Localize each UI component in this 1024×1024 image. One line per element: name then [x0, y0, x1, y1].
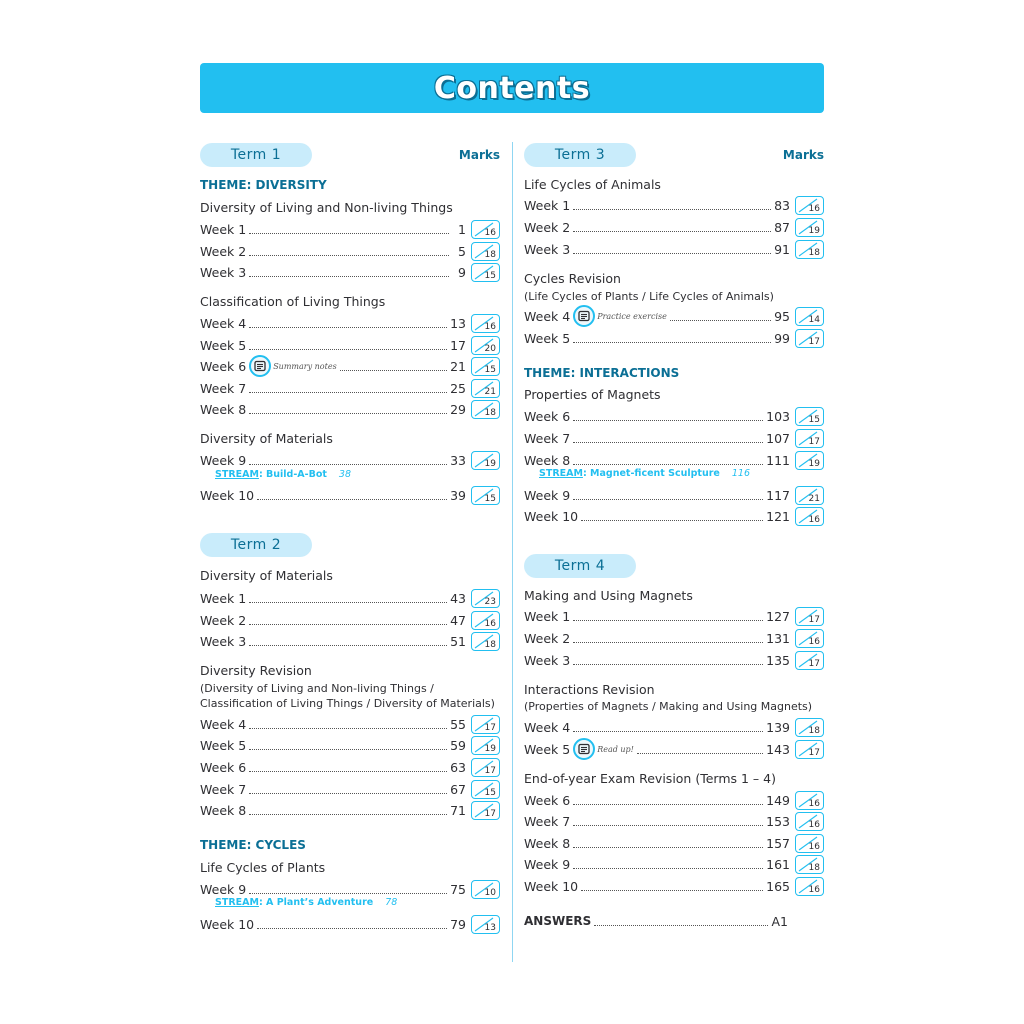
marks-total: 17	[808, 658, 820, 669]
toc-row[interactable]	[524, 217, 824, 237]
stream-page: 116	[731, 468, 750, 479]
marks-box	[795, 791, 824, 810]
leader-dots	[249, 276, 449, 277]
badge-note: Read up!	[597, 744, 634, 754]
section-cycles-revision-sub: (Life Cycles of Plants / Life Cycles of Animals)	[524, 290, 774, 303]
stream-build-a-bot[interactable]	[215, 469, 351, 480]
term-1-label: Term 1	[200, 143, 312, 167]
toc-row[interactable]	[200, 313, 500, 333]
marks-total: 16	[484, 227, 496, 238]
toc-row[interactable]	[200, 262, 500, 282]
page-number: 111	[766, 452, 790, 468]
page-number: 9	[458, 264, 466, 280]
week-label: Week 9	[524, 856, 571, 872]
notes-badge-icon	[573, 738, 595, 760]
page-number: 157	[766, 835, 790, 851]
week-label: Week 3	[524, 652, 571, 668]
page-number: 55	[450, 716, 466, 732]
page-number: 33	[450, 452, 466, 468]
marks-total: 10	[484, 887, 496, 898]
toc-row[interactable]	[200, 219, 500, 239]
section-cycles-revision: Cycles Revision	[524, 271, 621, 286]
marks-box	[795, 486, 824, 505]
section-living-nonliving: Diversity of Living and Non-living Things	[200, 200, 453, 215]
leader-dots	[573, 620, 763, 621]
page-number: 13	[450, 315, 466, 331]
stream-plants-adventure[interactable]	[215, 897, 397, 908]
marks-total: 16	[808, 636, 820, 647]
page-number: 43	[450, 590, 466, 606]
leader-dots	[249, 233, 449, 234]
marks-header: Marks	[458, 148, 500, 162]
leader-dots	[573, 342, 771, 343]
week-label: Week 5	[524, 330, 571, 346]
leader-dots	[249, 392, 447, 393]
section-life-cycles-animals: Life Cycles of Animals	[524, 177, 661, 192]
marks-box	[795, 429, 824, 448]
marks-box	[795, 855, 824, 874]
toc-row[interactable]	[524, 833, 824, 853]
section-end-of-year: End-of-year Exam Revision (Terms 1 – 4)	[524, 771, 776, 786]
leader-dots	[573, 664, 763, 665]
page-number: 95	[774, 308, 790, 324]
marks-box	[795, 507, 824, 526]
answers-label: ANSWERS	[524, 914, 592, 928]
marks-box	[795, 651, 824, 670]
week-label: Week 9	[200, 881, 247, 897]
badge-note: Practice exercise	[597, 311, 667, 321]
leader-dots	[249, 464, 447, 465]
marks-total: 15	[484, 493, 496, 504]
marks-total: 16	[808, 514, 820, 525]
week-label: Week 4	[524, 719, 571, 735]
marks-total: 18	[808, 725, 820, 736]
section-classification: Classification of Living Things	[200, 294, 386, 309]
toc-row[interactable]	[200, 914, 500, 934]
leader-dots	[249, 814, 447, 815]
marks-total: 20	[484, 343, 496, 354]
page-number: 63	[450, 759, 466, 775]
contents-banner	[200, 63, 824, 113]
leader-dots	[581, 890, 763, 891]
marks-box	[795, 834, 824, 853]
marks-total: 17	[808, 614, 820, 625]
theme-diversity: THEME: DIVERSITY	[200, 178, 327, 192]
page-number: 75	[450, 881, 466, 897]
section-materials-2: Diversity of Materials	[200, 568, 333, 583]
page-number: 143	[766, 741, 790, 757]
marks-total: 19	[808, 458, 820, 469]
marks-total: 17	[484, 808, 496, 819]
page-number: 87	[774, 219, 790, 235]
marks-box	[471, 915, 500, 934]
marks-box	[471, 758, 500, 777]
week-label: Week 2	[200, 243, 247, 259]
marks-total: 18	[484, 249, 496, 260]
badge-note: Summary notes	[273, 361, 337, 371]
marks-total: 17	[484, 722, 496, 733]
marks-total: 16	[808, 798, 820, 809]
leader-dots	[249, 749, 447, 750]
week-label: Week 7	[200, 380, 247, 396]
leader-dots	[249, 645, 447, 646]
toc-row[interactable]	[200, 399, 500, 419]
week-label: Week 9	[524, 487, 571, 503]
marks-total: 18	[484, 639, 496, 650]
page-number: 25	[450, 380, 466, 396]
leader-dots	[573, 804, 763, 805]
marks-box	[795, 740, 824, 759]
marks-box	[471, 242, 500, 261]
marks-box	[471, 715, 500, 734]
leader-dots	[249, 602, 447, 603]
leader-dots	[573, 442, 763, 443]
marks-total: 16	[808, 203, 820, 214]
theme-cycles: THEME: CYCLES	[200, 838, 306, 852]
marks-box	[471, 880, 500, 899]
week-label: Week 7	[524, 813, 571, 829]
toc-row[interactable]	[200, 714, 500, 734]
notes-badge-icon	[249, 355, 271, 377]
marks-box	[795, 629, 824, 648]
section-materials: Diversity of Materials	[200, 431, 333, 446]
leader-dots	[573, 209, 771, 210]
toc-row[interactable]	[200, 588, 500, 608]
week-label: Week 1	[200, 221, 247, 237]
marks-box	[471, 220, 500, 239]
week-label: Week 8	[524, 835, 571, 851]
toc-row[interactable]	[200, 800, 500, 820]
toc-row[interactable]	[524, 876, 824, 896]
marks-total: 18	[484, 407, 496, 418]
leader-dots	[249, 624, 447, 625]
marks-box	[795, 307, 824, 326]
marks-total: 15	[808, 414, 820, 425]
toc-row[interactable]	[524, 506, 824, 526]
page-number: 47	[450, 612, 466, 628]
marks-box	[471, 263, 500, 282]
toc-row[interactable]	[200, 378, 500, 398]
week-label: Week 10	[524, 878, 579, 894]
toc-row[interactable]	[524, 717, 824, 737]
stream-key: STREAM	[215, 897, 259, 908]
marks-total: 23	[484, 596, 496, 607]
marks-box	[471, 736, 500, 755]
toc-row[interactable]	[200, 631, 500, 651]
leader-dots	[670, 320, 771, 321]
stream-title: : Magnet-ficent Sculpture	[582, 468, 720, 479]
marks-box	[471, 589, 500, 608]
toc-row[interactable]	[524, 739, 824, 759]
page-number: 17	[450, 337, 466, 353]
leader-dots	[573, 499, 763, 500]
toc-row[interactable]	[524, 428, 824, 448]
week-label: Week 4	[200, 716, 247, 732]
marks-box	[795, 196, 824, 215]
toc-row[interactable]	[524, 854, 824, 874]
toc-row[interactable]	[200, 241, 500, 261]
leader-dots	[573, 420, 763, 421]
marks-box	[795, 329, 824, 348]
marks-total: 16	[484, 618, 496, 629]
week-label: Week 2	[524, 630, 571, 646]
week-label: Week 5	[524, 741, 571, 757]
week-label: Week 10	[200, 487, 255, 503]
marks-total: 17	[808, 747, 820, 758]
page-number: 127	[766, 608, 790, 624]
toc-row[interactable]	[524, 628, 824, 648]
week-label: Week 1	[524, 197, 571, 213]
marks-total: 19	[484, 743, 496, 754]
toc-row[interactable]	[200, 779, 500, 799]
page-number: 139	[766, 719, 790, 735]
week-label: Week 5	[200, 337, 247, 353]
answers-row[interactable]	[524, 911, 788, 931]
toc-row[interactable]	[524, 328, 824, 348]
marks-box	[471, 357, 500, 376]
leader-dots	[249, 327, 447, 328]
marks-total: 18	[808, 862, 820, 873]
page-number: 79	[450, 916, 466, 932]
page-number: 59	[450, 737, 466, 753]
marks-total: 16	[808, 841, 820, 852]
marks-total: 19	[808, 225, 820, 236]
section-diversity-revision-sub-1: (Diversity of Living and Non-living Things /	[200, 682, 434, 695]
marks-header: Marks	[782, 148, 824, 162]
toc-row[interactable]	[524, 485, 824, 505]
toc-row[interactable]	[524, 450, 824, 470]
stream-key: STREAM	[539, 468, 583, 479]
toc-row[interactable]	[524, 306, 824, 326]
stream-page: 38	[338, 469, 352, 480]
column-divider	[512, 142, 513, 962]
marks-total: 15	[484, 270, 496, 281]
week-label: Week 5	[200, 737, 247, 753]
toc-row[interactable]	[200, 610, 500, 630]
section-interactions-revision-sub: (Properties of Magnets / Making and Using Magnets)	[524, 700, 813, 713]
week-label: Week 2	[524, 219, 571, 235]
week-label: Week 6	[200, 759, 247, 775]
page-number: 107	[766, 430, 790, 446]
toc-row[interactable]	[200, 879, 500, 899]
week-label: Week 6	[524, 792, 571, 808]
week-label: Week 10	[200, 916, 255, 932]
marks-box	[471, 451, 500, 470]
week-label: Week 2	[200, 612, 247, 628]
page-number: 99	[774, 330, 790, 346]
marks-total: 17	[808, 436, 820, 447]
leader-dots	[573, 464, 763, 465]
stream-key: STREAM	[215, 469, 259, 480]
toc-row[interactable]	[524, 406, 824, 426]
toc-row[interactable]	[200, 735, 500, 755]
toc-row[interactable]	[200, 757, 500, 777]
week-label: Week 10	[524, 508, 579, 524]
page-number: 117	[766, 487, 790, 503]
marks-total: 14	[808, 314, 820, 325]
page-number: 131	[766, 630, 790, 646]
marks-box	[471, 400, 500, 419]
toc-row[interactable]	[524, 650, 824, 670]
marks-box	[795, 607, 824, 626]
marks-box	[795, 451, 824, 470]
page-number: 83	[774, 197, 790, 213]
page-number: 21	[450, 358, 466, 374]
leader-dots	[249, 413, 447, 414]
week-label: Week 6	[200, 358, 247, 374]
leader-dots	[257, 928, 447, 929]
page-title: Contents	[433, 70, 591, 106]
marks-total: 19	[484, 458, 496, 469]
page-number: 91	[774, 241, 790, 257]
page-number: 67	[450, 781, 466, 797]
marks-box	[795, 240, 824, 259]
week-label: Week 9	[200, 452, 247, 468]
toc-row[interactable]	[524, 811, 824, 831]
leader-dots	[340, 370, 447, 371]
week-label: Week 7	[524, 430, 571, 446]
leader-dots	[573, 253, 771, 254]
week-label: Week 4	[200, 315, 247, 331]
marks-total: 15	[484, 787, 496, 798]
leader-dots	[249, 349, 447, 350]
section-diversity-revision-sub-2: Classification of Living Things / Diversity of Materials)	[200, 697, 495, 710]
marks-box	[795, 718, 824, 737]
page-number: 135	[766, 652, 790, 668]
toc-row[interactable]	[200, 450, 500, 470]
section-making-magnets: Making and Using Magnets	[524, 588, 693, 603]
marks-box	[795, 877, 824, 896]
toc-row[interactable]	[524, 239, 824, 259]
toc-row[interactable]	[524, 790, 824, 810]
marks-box	[471, 780, 500, 799]
leader-dots	[257, 499, 447, 500]
leader-dots	[573, 731, 763, 732]
term-4-label: Term 4	[524, 554, 636, 578]
toc-row[interactable]	[200, 335, 500, 355]
leader-dots	[594, 925, 768, 926]
page-number: 165	[766, 878, 790, 894]
section-diversity-revision: Diversity Revision	[200, 663, 312, 678]
leader-dots	[581, 520, 763, 521]
page-number: 153	[766, 813, 790, 829]
marks-box	[471, 314, 500, 333]
week-label: Week 1	[200, 590, 247, 606]
week-label: Week 4	[524, 308, 571, 324]
leader-dots	[573, 642, 763, 643]
toc-row[interactable]	[524, 606, 824, 626]
week-label: Week 6	[524, 408, 571, 424]
page-number: 71	[450, 802, 466, 818]
leader-dots	[249, 255, 449, 256]
leader-dots	[573, 825, 763, 826]
page-number: 51	[450, 633, 466, 649]
stream-title: : Build-A-Bot	[258, 469, 327, 480]
marks-box	[795, 812, 824, 831]
week-label: Week 8	[200, 401, 247, 417]
week-label: Week 8	[200, 802, 247, 818]
leader-dots	[637, 753, 763, 754]
leader-dots	[573, 847, 763, 848]
page-number: 121	[766, 508, 790, 524]
marks-total: 16	[808, 819, 820, 830]
marks-box	[471, 486, 500, 505]
leader-dots	[249, 728, 447, 729]
marks-total: 21	[484, 386, 496, 397]
section-life-cycles-plants: Life Cycles of Plants	[200, 860, 326, 875]
stream-title: : A Plant’s Adventure	[258, 897, 374, 908]
week-label: Week 3	[200, 264, 247, 280]
term-2-label: Term 2	[200, 533, 312, 557]
leader-dots	[249, 893, 447, 894]
marks-box	[471, 801, 500, 820]
toc-row[interactable]	[200, 485, 500, 505]
marks-total: 17	[484, 765, 496, 776]
marks-box	[471, 611, 500, 630]
page-number: 1	[458, 221, 466, 237]
toc-row[interactable]	[200, 356, 500, 376]
leader-dots	[249, 793, 447, 794]
leader-dots	[573, 868, 763, 869]
page-number: 39	[450, 487, 466, 503]
stream-page: 78	[385, 897, 398, 908]
marks-total: 18	[808, 247, 820, 258]
answers-page: A1	[771, 913, 788, 929]
page-number: 29	[450, 401, 466, 417]
marks-total: 16	[484, 321, 496, 332]
marks-total: 17	[808, 336, 820, 347]
week-label: Week 1	[524, 608, 571, 624]
section-properties-magnets: Properties of Magnets	[524, 387, 661, 402]
theme-interactions: THEME: INTERACTIONS	[524, 366, 680, 380]
week-label: Week 7	[200, 781, 247, 797]
page-number: 103	[766, 408, 790, 424]
marks-box	[471, 379, 500, 398]
marks-total: 21	[808, 493, 820, 504]
section-interactions-revision: Interactions Revision	[524, 682, 655, 697]
marks-total: 15	[484, 364, 496, 375]
marks-box	[471, 632, 500, 651]
week-label: Week 3	[200, 633, 247, 649]
page-number: 161	[766, 856, 790, 872]
marks-total: 16	[808, 884, 820, 895]
term-3-label: Term 3	[524, 143, 636, 167]
page-number: 5	[458, 243, 466, 259]
week-label: Week 8	[524, 452, 571, 468]
marks-box	[471, 336, 500, 355]
toc-row[interactable]	[524, 195, 824, 215]
notes-badge-icon	[573, 305, 595, 327]
marks-total: 13	[484, 922, 496, 933]
week-label: Week 3	[524, 241, 571, 257]
marks-box	[795, 218, 824, 237]
page-number: 149	[766, 792, 790, 808]
marks-box	[795, 407, 824, 426]
stream-magnet-sculpture[interactable]	[539, 468, 750, 479]
leader-dots	[573, 231, 771, 232]
leader-dots	[249, 771, 447, 772]
